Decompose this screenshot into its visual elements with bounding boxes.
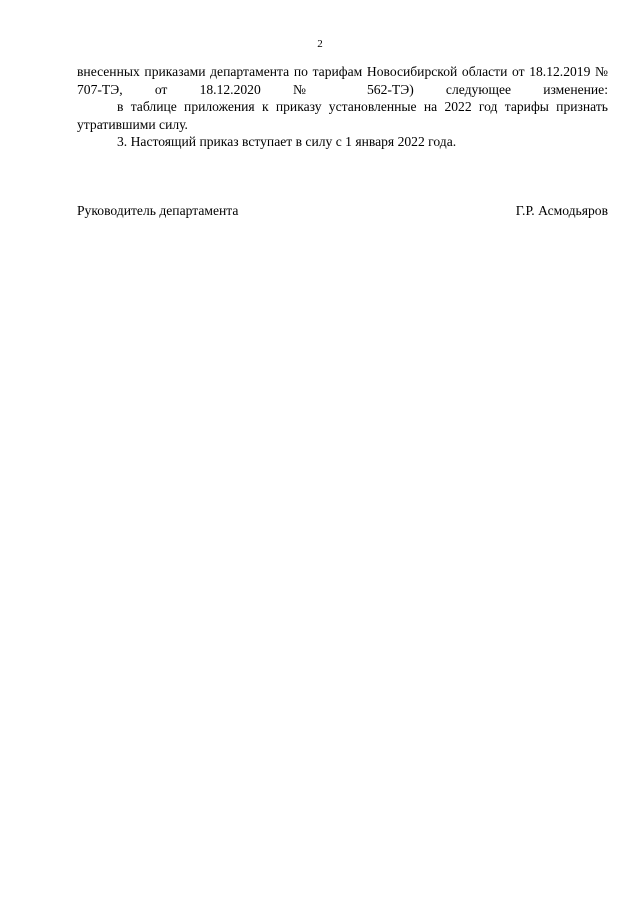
page-number: 2: [317, 38, 323, 50]
signatory-position: Руководитель департамента: [77, 203, 239, 218]
paragraph-change-text: в таблице приложения к приказу установленные на 2022 год тарифы признать утратившими силу.: [77, 99, 608, 132]
paragraph-effective-date: 3. Настоящий приказ вступает в силу с 1 января 2022 года.: [117, 134, 457, 149]
document-body: [77, 63, 608, 151]
paragraph-continuation: внесенных приказами департамента по тарифам Новосибирской области от 18.12.2019 № 707-ТЭ, от 18.12.2020 № 562-ТЭ) следующее изменение:: [77, 64, 608, 97]
signature-block: [77, 202, 608, 219]
signatory-name: Г.Р. Асмодьяров: [515, 203, 608, 218]
